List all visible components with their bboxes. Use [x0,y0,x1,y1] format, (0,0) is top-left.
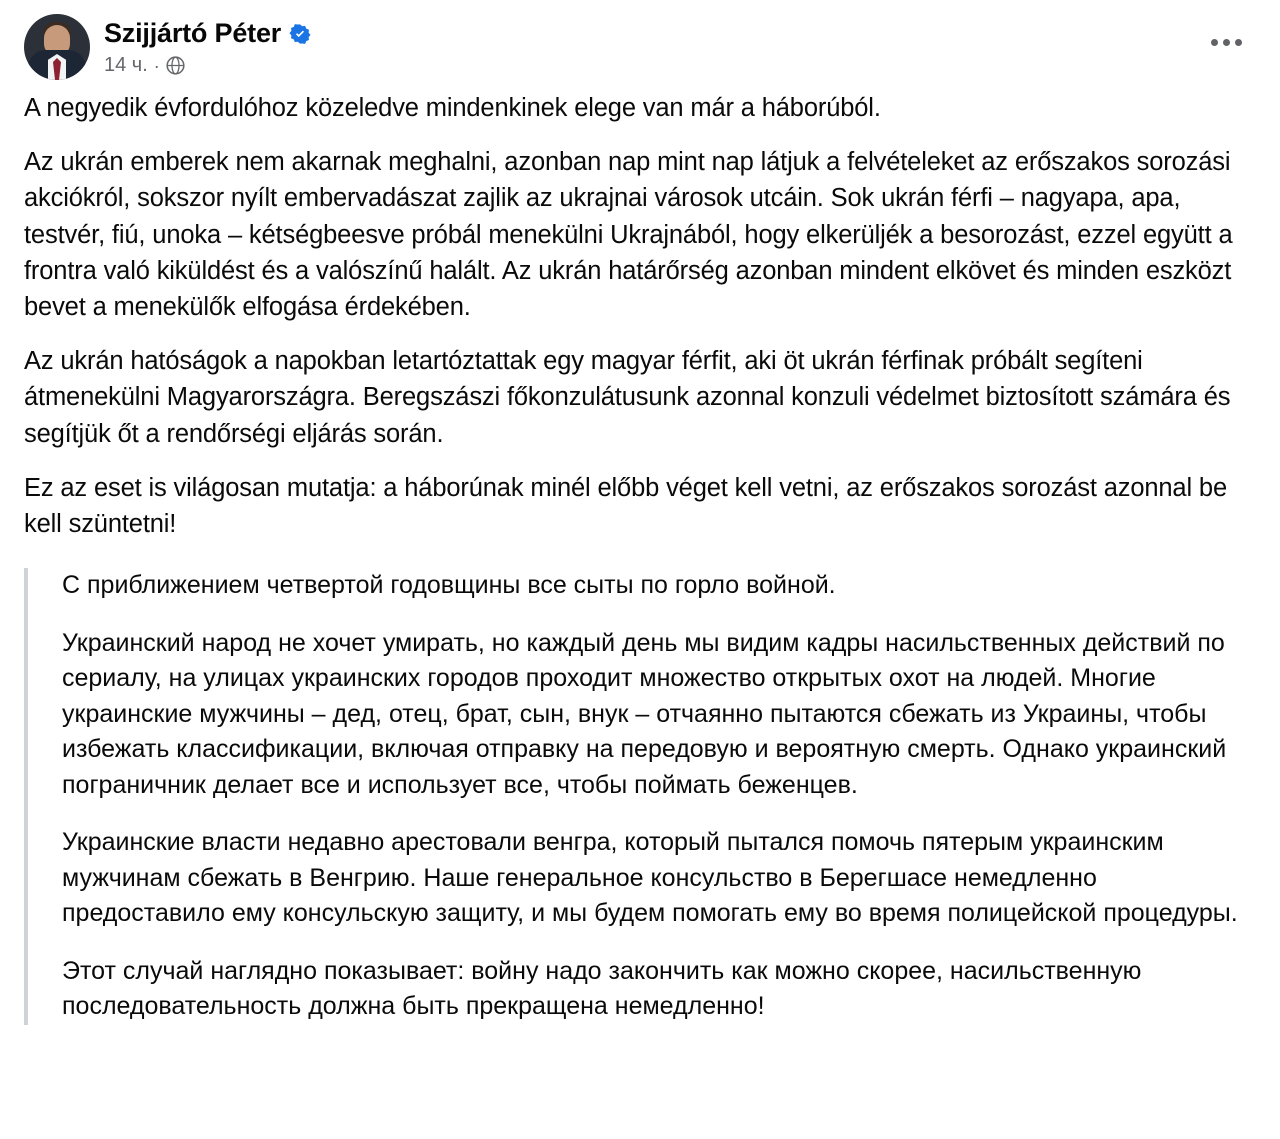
post-author-block [104,14,311,77]
globe-icon[interactable] [166,56,185,75]
avatar[interactable] [24,14,90,80]
quoted-translation-block [24,568,1256,1025]
ellipsis-icon[interactable] [1206,30,1246,54]
post-text [24,90,1256,542]
ellipsis-dot [1223,39,1230,46]
post-timestamp[interactable]: 14 ч. [104,54,148,77]
meta-separator: · [153,55,160,76]
post-header [24,14,1256,90]
quote-paragraph: С приближением четвертой годовщины все сыты по горло войной. [62,571,836,600]
author-row [104,18,311,49]
post-paragraph: Az ukrán hatóságok a napokban letartóztattak egy magyar férfit, aki öt ukrán férfinak próbált segíteni átmenekülni Magyarországra. Beregszászi főkonzulátusunk azonnal konzuli védelmet biztosított számára és segítjük őt a rendőrségi eljárás során. [24,347,1231,448]
author-name[interactable]: Szijjártó Péter [104,18,282,48]
post-meta [104,54,311,77]
ellipsis-dot [1235,39,1242,46]
ellipsis-dot [1211,39,1218,46]
post-paragraph: Ez az eset is világosan mutatja: a háborúnak minél előbb véget kell vetni, az erőszakos sorozást azonnal be kell szüntetni! [24,473,1227,539]
verified-badge-icon [289,23,311,45]
quote-paragraph: Украинские власти недавно арестовали венгра, который пытался помочь пятерым украинским мужчинам сбежать в Венгрию. Наше генеральное консульство в Берегшасе немедленно предоставило ему консульскую защиту, и мы будем помогать ему во время полицейской процедуры. [62,828,1238,928]
quote-paragraph: Украинский народ не хочет умирать, но каждый день мы видим кадры насильственных действий по сериалу, на улицах украинских городов проходит множество открытых охот на людей. Многие украинские мужчины – дед, отец, брат, сын, внук – отчаянно пытаются сбежать из Украины, чтобы избежать классификации, включая отправку на передовую и вероятную смерть. Однако украинский пограничник делает все и использует все, чтобы поймать беженцев. [62,628,1227,799]
quote-paragraph: Этот случай наглядно показывает: войну надо закончить как можно скорее, насильственную последовательность должна быть прекращена немедленно! [62,956,1142,1021]
post-paragraph: Az ukrán emberek nem akarnak meghalni, azonban nap mint nap látjuk a felvételeket az erőszakos sorozási akciókról, sokszor nyílt embervadászat zajlik az ukrajnai városok utcáin. Sok ukrán férfi – nagyapa, apa, testvér, fiú, unoka – kétségbeesve próbál menekülni Ukrajnából, hogy elkerüljék a besorozást, ezzel együtt a frontra való kiküldést és a valószínű halált. Az ukrán határőrség azonban mindent elkövet és minden eszközt bevet a menekülők elfogása érdekében. [24,148,1233,322]
post-paragraph: A negyedik évfordulóhoz közeledve mindenkinek elege van már a háborúból. [24,94,881,122]
